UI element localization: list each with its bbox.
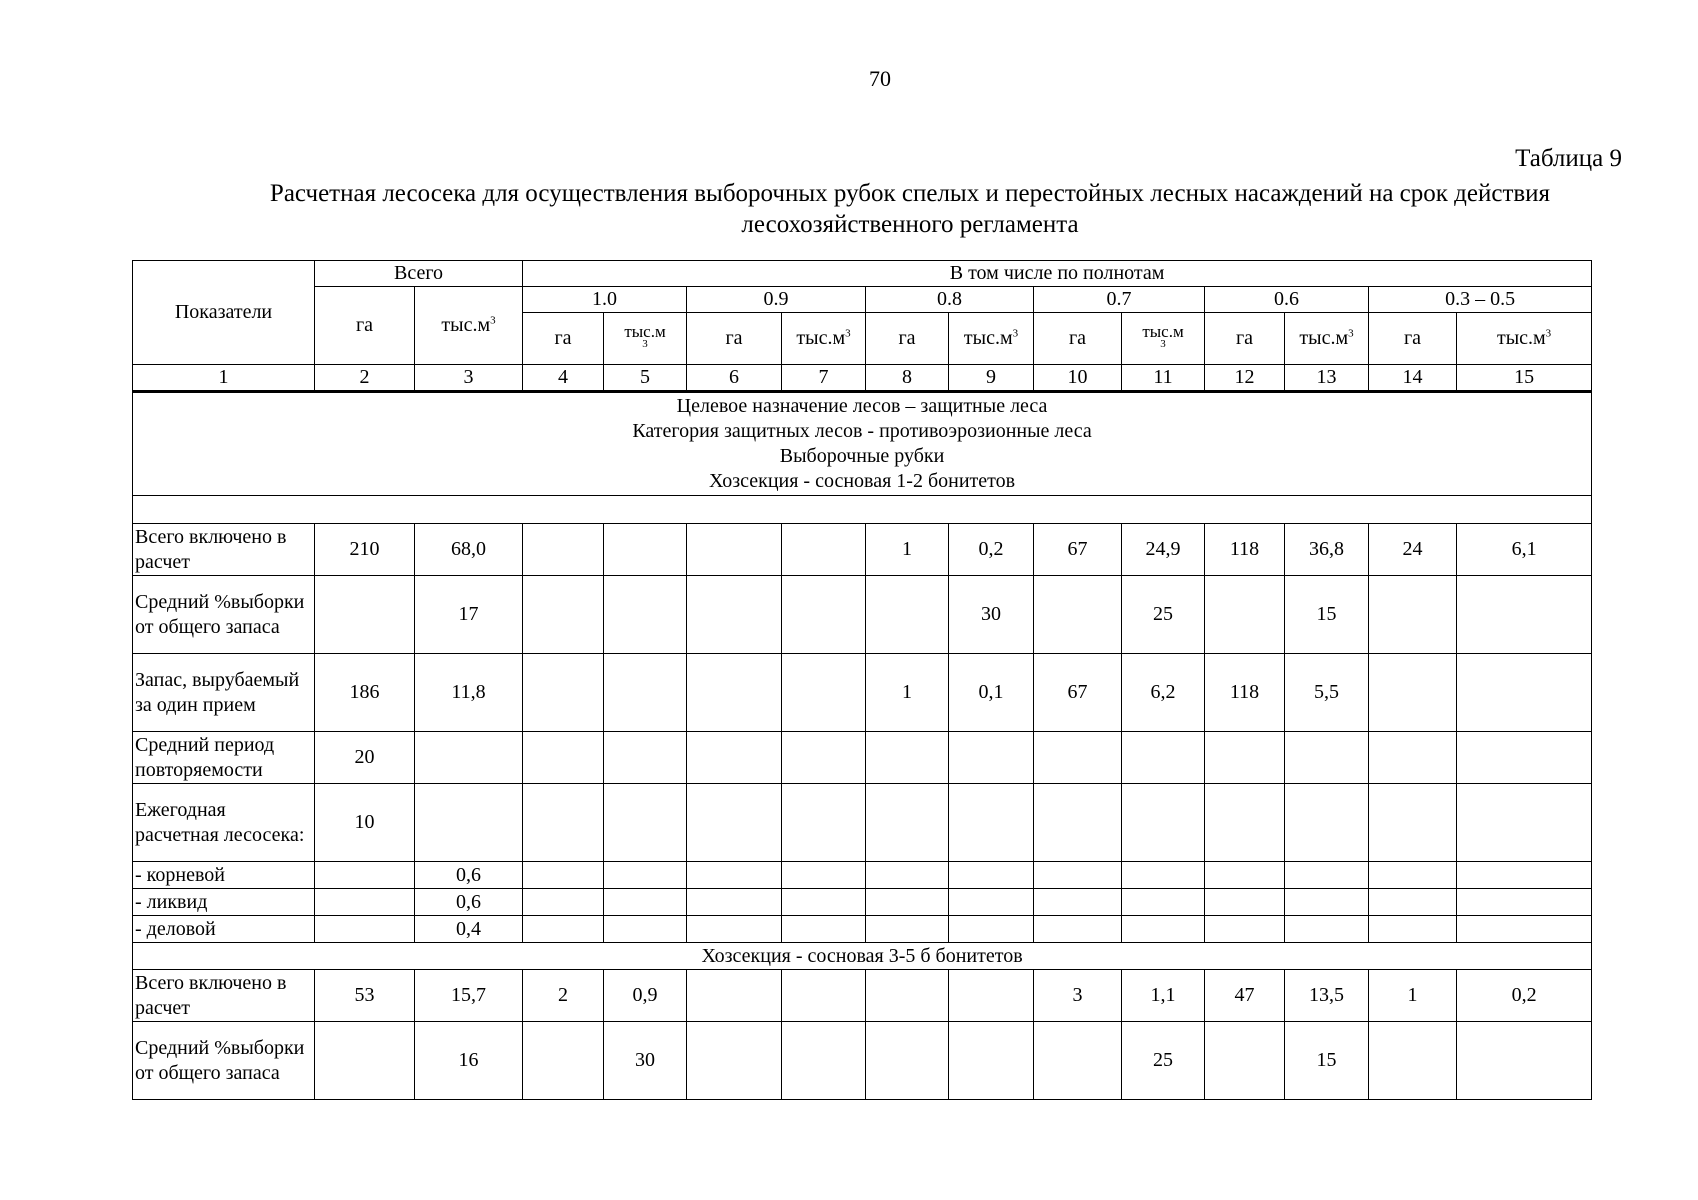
table-cell (1205, 576, 1285, 654)
table-cell (1034, 889, 1122, 916)
table-row (133, 524, 1592, 576)
table-cell (604, 654, 687, 732)
table-cell: 0,1 (949, 654, 1034, 732)
col-number: 9 (949, 365, 1034, 392)
section-heading-line: Хозсекция - сосновая 1-2 бонитетов (709, 470, 1016, 492)
table-cell: 1 (1369, 970, 1457, 1022)
row-label: Всего включено в расчет (133, 524, 315, 576)
table-cell (1285, 889, 1369, 916)
table-cell: 118 (1205, 524, 1285, 576)
table-cell (949, 784, 1034, 862)
col-number: 1 (133, 365, 315, 392)
table-cell (415, 732, 523, 784)
table-cell (523, 1022, 604, 1100)
header-density-4: 0.7 (1034, 287, 1205, 313)
table-cell (315, 1022, 415, 1100)
unit-vol-wrapped: тыс.м 3 (604, 313, 687, 365)
table-cell (782, 576, 866, 654)
table-cell (1034, 784, 1122, 862)
section-heading-line: Выборочные рубки (779, 445, 945, 467)
table-cell: 0,6 (415, 889, 523, 916)
table-cell (1034, 916, 1122, 943)
table-cell (949, 1022, 1034, 1100)
table-cell (604, 524, 687, 576)
col-number: 3 (415, 365, 523, 392)
table-cell (949, 970, 1034, 1022)
table-cell: 67 (1034, 654, 1122, 732)
table-cell (1034, 732, 1122, 784)
unit-ha: га (1034, 313, 1122, 365)
table-cell (604, 576, 687, 654)
table-cell (782, 524, 866, 576)
row-label: Средний %выборки от общего запаса (133, 1022, 315, 1100)
table-cell: 6,1 (1457, 524, 1592, 576)
col-number: 2 (315, 365, 415, 392)
unit-vol-wrapped: тыс.м 3 (1122, 313, 1205, 365)
table-cell (1285, 862, 1369, 889)
table-cell (604, 784, 687, 862)
unit-vol: $тыс.м^3$ (782, 313, 866, 365)
table-cell: 24 (1369, 524, 1457, 576)
table-cell (523, 784, 604, 862)
table-cell (949, 732, 1034, 784)
table-cell: 0,6 (415, 862, 523, 889)
lesoseka-table (132, 260, 1592, 1100)
table-cell (315, 862, 415, 889)
table-cell: 1 (866, 524, 949, 576)
table-cell (523, 732, 604, 784)
table-cell: 186 (315, 654, 415, 732)
table-cell: 67 (1034, 524, 1122, 576)
table-cell (866, 784, 949, 862)
row-label: Запас, вырубаемый за один прием (133, 654, 315, 732)
table-cell: 0,2 (1457, 970, 1592, 1022)
table-cell: 210 (315, 524, 415, 576)
header-total-vol: $тыс.м^3$ (415, 287, 523, 365)
row-label: Средний %выборки от общего запаса (133, 576, 315, 654)
table-cell (523, 524, 604, 576)
table-cell (949, 862, 1034, 889)
table-cell (949, 916, 1034, 943)
table-cell (687, 889, 782, 916)
table-cell (1369, 732, 1457, 784)
table-cell: 47 (1205, 970, 1285, 1022)
section-2-heading: Хозсекция - сосновая 3-5 б бонитетов (133, 943, 1592, 970)
table-cell (1457, 576, 1592, 654)
col-number: 4 (523, 365, 604, 392)
table-cell: 3 (1034, 970, 1122, 1022)
table-cell: 17 (415, 576, 523, 654)
table-cell (782, 862, 866, 889)
table-cell: 5,5 (1285, 654, 1369, 732)
table-cell (782, 889, 866, 916)
table-cell (1122, 889, 1205, 916)
table-cell (866, 889, 949, 916)
table-cell: 25 (1122, 576, 1205, 654)
section-2-rows (133, 970, 1592, 1100)
column-number-row (133, 365, 1592, 392)
table-row (133, 889, 1592, 916)
table-cell (687, 916, 782, 943)
table-cell (782, 654, 866, 732)
table-cell (1205, 784, 1285, 862)
table-row (133, 576, 1592, 654)
table-cell (866, 1022, 949, 1100)
table-row (133, 654, 1592, 732)
row-label: Всего включено в расчет (133, 970, 315, 1022)
header-density-1: 1.0 (523, 287, 687, 313)
table-cell (1457, 654, 1592, 732)
table-cell (1205, 732, 1285, 784)
table-cell (523, 889, 604, 916)
table-cell: 68,0 (415, 524, 523, 576)
row-label: - ликвид (133, 889, 315, 916)
col-number: 14 (1369, 365, 1457, 392)
table-cell (604, 916, 687, 943)
table-cell: 13,5 (1285, 970, 1369, 1022)
col-number: 13 (1285, 365, 1369, 392)
row-label: - деловой (133, 916, 315, 943)
section-heading-line: Целевое назначение лесов – защитные леса (676, 395, 1048, 417)
table-cell (782, 1022, 866, 1100)
table-cell (1034, 576, 1122, 654)
col-number: 10 (1034, 365, 1122, 392)
unit-vol: $тыс.м^3$ (949, 313, 1034, 365)
table-cell (523, 576, 604, 654)
unit-vol: $тыс.м^3$ (1285, 313, 1369, 365)
table-cell: 2 (523, 970, 604, 1022)
row-label: Средний период повторяемости (133, 732, 315, 784)
table-cell: 25 (1122, 1022, 1205, 1100)
col-number: 7 (782, 365, 866, 392)
header-density-2: 0.9 (687, 287, 866, 313)
table-row (133, 1022, 1592, 1100)
table-cell (523, 654, 604, 732)
table-cell (1457, 1022, 1592, 1100)
page-number: 70 (869, 66, 891, 91)
header-indicators: Показатели (133, 261, 315, 365)
table-cell (604, 889, 687, 916)
table-cell (1285, 916, 1369, 943)
table-cell (415, 784, 523, 862)
table-cell (1285, 732, 1369, 784)
table-cell (1034, 862, 1122, 889)
header-density-3: 0.8 (866, 287, 1034, 313)
col-number: 6 (687, 365, 782, 392)
header-density-6: 0.3 – 0.5 (1369, 287, 1592, 313)
table-cell (315, 576, 415, 654)
table-row (133, 784, 1592, 862)
table-title: Расчетная лесосека для осуществления выборочных рубок спелых и перестойных лесных насаждений на срок действия лесохозяйственного регламента (269, 180, 1551, 238)
table-cell: 1 (866, 654, 949, 732)
table-cell (866, 916, 949, 943)
table-cell: 15,7 (415, 970, 523, 1022)
table-cell (1369, 862, 1457, 889)
table-cell: 53 (315, 970, 415, 1022)
table-cell (1457, 732, 1592, 784)
row-label: Ежегодная расчетная лесосека: (133, 784, 315, 862)
table-cell (949, 889, 1034, 916)
table-cell (604, 862, 687, 889)
header-total: Всего (315, 261, 523, 287)
table-cell (1205, 889, 1285, 916)
table-cell (1205, 1022, 1285, 1100)
table-cell (866, 862, 949, 889)
table-cell (1122, 732, 1205, 784)
table-cell (1457, 784, 1592, 862)
section-1-rows (133, 524, 1592, 943)
table-cell (1034, 1022, 1122, 1100)
table-cell (1122, 784, 1205, 862)
table-cell (315, 916, 415, 943)
table-cell: 20 (315, 732, 415, 784)
header-total-ha: га (315, 287, 415, 365)
table-cell (315, 889, 415, 916)
row-label: - корневой (133, 862, 315, 889)
table-cell: 118 (1205, 654, 1285, 732)
table-cell (1457, 889, 1592, 916)
unit-ha: га (1205, 313, 1285, 365)
table-cell: 36,8 (1285, 524, 1369, 576)
table-cell (782, 732, 866, 784)
table-cell: 0,2 (949, 524, 1034, 576)
table-cell (687, 576, 782, 654)
table-cell (523, 862, 604, 889)
table-cell: 10 (315, 784, 415, 862)
table-cell: 30 (604, 1022, 687, 1100)
table-cell (1457, 916, 1592, 943)
col-number: 8 (866, 365, 949, 392)
table-cell (1369, 654, 1457, 732)
table-cell (866, 576, 949, 654)
unit-ha: га (687, 313, 782, 365)
table-label: Таблица 9 (1515, 145, 1622, 172)
table-cell (1369, 916, 1457, 943)
table-row (133, 916, 1592, 943)
table-cell: 6,2 (1122, 654, 1205, 732)
table-cell (1122, 862, 1205, 889)
table-cell (1369, 889, 1457, 916)
table-cell (687, 732, 782, 784)
table-cell (866, 970, 949, 1022)
unit-ha: га (523, 313, 604, 365)
unit-ha: га (866, 313, 949, 365)
table-cell (687, 970, 782, 1022)
table-cell (687, 1022, 782, 1100)
spacer-row (133, 496, 1592, 524)
table-cell: 16 (415, 1022, 523, 1100)
table-cell: 15 (1285, 1022, 1369, 1100)
col-number: 5 (604, 365, 687, 392)
col-number: 12 (1205, 365, 1285, 392)
table-cell (687, 524, 782, 576)
table-cell: 30 (949, 576, 1034, 654)
unit-vol: $тыс.м^3$ (1457, 313, 1592, 365)
table-cell (687, 862, 782, 889)
table-cell (866, 732, 949, 784)
table-cell (1457, 862, 1592, 889)
col-number: 15 (1457, 365, 1592, 392)
table-cell (1205, 862, 1285, 889)
table-cell (1205, 916, 1285, 943)
table-cell: 15 (1285, 576, 1369, 654)
section-heading-line: Категория защитных лесов - противоэрозионные леса (632, 420, 1092, 442)
table-row (133, 862, 1592, 889)
table-cell (1369, 784, 1457, 862)
section-1-heading (133, 392, 1592, 496)
table-cell: 24,9 (1122, 524, 1205, 576)
unit-ha: га (1369, 313, 1457, 365)
table-cell (1285, 784, 1369, 862)
table-cell (687, 784, 782, 862)
header-density-5: 0.6 (1205, 287, 1369, 313)
table-row (133, 732, 1592, 784)
table-cell: 0,4 (415, 916, 523, 943)
table-cell (523, 916, 604, 943)
table-cell: 0,9 (604, 970, 687, 1022)
table-cell (687, 654, 782, 732)
table-cell (1369, 1022, 1457, 1100)
table-cell (1369, 576, 1457, 654)
table-cell (782, 916, 866, 943)
table-row (133, 970, 1592, 1022)
table-cell (1122, 916, 1205, 943)
table-cell (782, 970, 866, 1022)
table-cell: 1,1 (1122, 970, 1205, 1022)
table-cell (604, 732, 687, 784)
table-cell: 11,8 (415, 654, 523, 732)
table-cell (782, 784, 866, 862)
col-number: 11 (1122, 365, 1205, 392)
header-by-density: В том числе по полнотам (523, 261, 1592, 287)
